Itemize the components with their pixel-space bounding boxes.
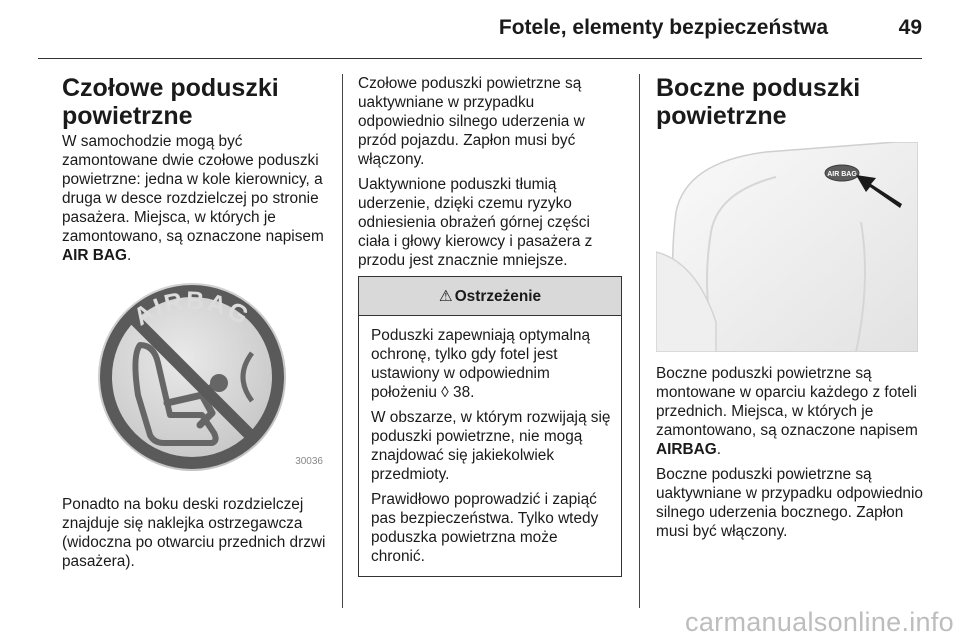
activation-text: Czołowe poduszki powietrzne są uaktywniane w przypadku odpowiednio silnego uderzenia w przód pojazdu. Zapłon musi być włączony. (358, 75, 585, 168)
frontal-airbags-intro: W samochodzie mogą być zamontowane dwie czołowe poduszki powietrzne: jedna w kole kierownicy, a druga w desce rozdzielczej po stronie pasażera. Miejsca, w których je zamontowano, są oznaczone napisem AIR BAG. (62, 133, 324, 264)
side-airbags-activation: Boczne poduszki powietrzne są uaktywniane w przypadku odpowiednio silnego uderzenia bocznego. Zapłon musi być włączony. (656, 466, 923, 540)
warning-seat-position: Poduszki zapewniają optymalną ochronę, tylko gdy fotel jest ustawiony w odpowiednim położeniu ◊ 38. (371, 327, 591, 401)
warning-body (359, 316, 621, 576)
header-divider (38, 58, 922, 59)
sticker-note: Ponadto na boku deski rozdzielczej znajduje się naklejka ostrzegawcza (widoczna po otwarciu przednich drzwi pasażera). (62, 496, 326, 570)
airbag-label-bold: AIR BAG (62, 247, 127, 264)
airbag-warning-figure (62, 275, 327, 475)
side-airbag-figure (656, 142, 918, 352)
warning-icon: ⚠ (438, 287, 453, 305)
column-divider-2 (639, 74, 640, 608)
page-ref-icon: ◊ (441, 384, 449, 401)
warning-box (358, 276, 622, 577)
warning-no-objects: W obszarze, w którym rozwijają się poduszki powietrzne, nie mogą znajdować się jakiekolwiek przedmioty. (371, 409, 611, 483)
page-header-title: Fotele, elementy bezpieczeństwa (498, 16, 828, 39)
seat-backrest-illustration (656, 142, 918, 352)
side-airbags-heading: Boczne poduszki powietrzne (656, 74, 861, 130)
figure-number: 30036 (295, 456, 323, 467)
airbag-label-bold-side: AIRBAG (656, 441, 717, 458)
warning-header (359, 277, 621, 316)
frontal-airbags-heading: Czołowe poduszki powietrzne (62, 74, 279, 130)
airbag-arc-label: AIRBAG (128, 286, 256, 332)
side-airbag-badge-label: AIR BAG (827, 171, 857, 178)
no-child-seat-icon (62, 275, 327, 475)
column-1 (62, 74, 327, 577)
column-2 (358, 74, 622, 577)
protection-text: Uaktywnione poduszki tłumią uderzenie, dzięki czemu ryzyko odniesienia obrażeń górnej części ciała i głowy kierowcy i pasażera z przodu jest znacznie mniejsze. (358, 176, 593, 269)
column-divider-1 (342, 74, 343, 608)
watermark: carmanualsonline.info (685, 607, 954, 637)
warning-seatbelt: Prawidłowo poprowadzić i zapiąć pas bezpieczeństwa. Tylko wtedy poduszka powietrzna może chronić. (371, 491, 599, 565)
warning-title: Ostrzeżenie (454, 287, 542, 305)
page-number: 49 (898, 16, 922, 39)
column-3 (656, 74, 926, 547)
side-airbags-location: Boczne poduszki powietrzne są montowane w oparciu każdego z foteli przednich. Miejsca, w których je zamontowano, są oznaczone napisem AIRBAG. (656, 365, 918, 458)
